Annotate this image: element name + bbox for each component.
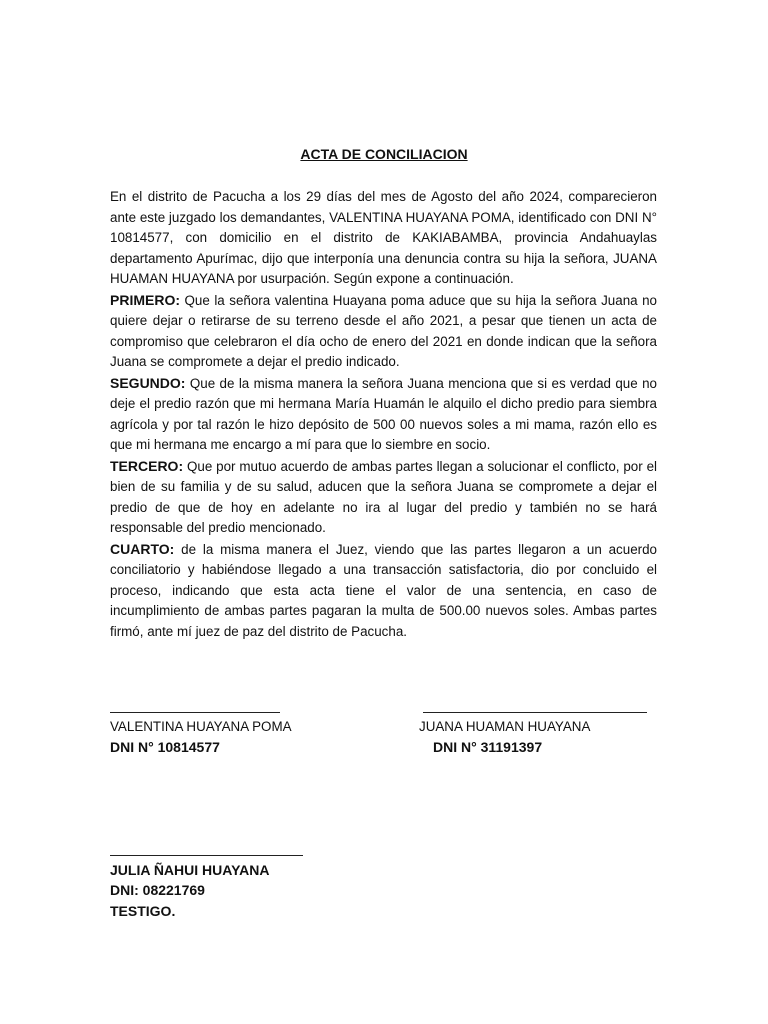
signature-name-left: VALENTINA HUAYANA POMA: [110, 719, 292, 734]
clause-label: PRIMERO:: [110, 291, 180, 308]
document-title: ACTA DE CONCILIACION: [300, 146, 468, 162]
clause-label: SEGUNDO:: [110, 374, 186, 391]
witness-dni: DNI: 08221769: [110, 882, 205, 898]
witness-role: TESTIGO.: [110, 903, 176, 919]
clause-text: de la misma manera el Juez, viendo que las partes llegaron a un acuerdo conciliatorio y habiéndose llegado a una transacción satisfactoria, dio por concluido el proceso, indicando que esta acta tiene el valor de una sentencia, en caso de incumplimiento de ambas partes pagaran la multa de 500.00 nuevos soles. Ambas partes firmó, ante mí juez de paz del distrito de Pacucha.: [110, 541, 657, 639]
clause-label: CUARTO:: [110, 540, 175, 557]
clause-tercero: [110, 456, 657, 539]
signature-line-witness: [110, 855, 303, 856]
signature-line-left: [110, 712, 280, 713]
signature-dni-left: DNI N° 10814577: [110, 739, 220, 755]
clause-segundo: [110, 373, 657, 456]
intro-paragraph: En el distrito de Pacucha a los 29 días del mes de Agosto del año 2024, comparecieron ante este juzgado los demandantes, VALENTINA HUAYANA POMA, identificado con DNI N° 10814577, con domicilio en el distrito de KAKIABAMBA, provincia Andahuaylas departamento Apurímac, dijo que interponía una denuncia contra su hija la señora, JUANA HUAMAN HUAYANA por usurpación. Según expone a continuación.: [110, 189, 657, 286]
signature-line-right: [423, 712, 647, 713]
clause-text: Que de la misma manera la señora Juana menciona que si es verdad que no deje el predio razón que mi hermana María Huamán le alquilo el dicho predio para siembra agrícola y por tal razón le hizo depósito de 500 00 nuevos soles a mi mama, razón ello es que mi hermana me encargo a mí para que lo siembre en socio.: [110, 375, 657, 452]
signature-dni-right: DNI N° 31191397: [433, 739, 543, 755]
clause-cuarto: [110, 539, 657, 643]
clause-primero: [110, 290, 657, 373]
witness-name: JULIA ÑAHUI HUAYANA: [110, 862, 270, 878]
signature-name-right: JUANA HUAMAN HUAYANA: [419, 719, 591, 734]
clause-label: TERCERO:: [110, 457, 184, 474]
clause-text: Que la señora valentina Huayana poma aduce que su hija la señora Juana no quiere dejar o retirarse de su terreno desde el año 2021, a pesar que tienen un acta de compromiso que celebraron el día ocho de enero del 2021 en donde indican que la señora Juana se compromete a dejar el predio indicado.: [110, 292, 657, 369]
clause-text: Que por mutuo acuerdo de ambas partes llegan a solucionar el conflicto, por el bien de su familia y de su salud, aducen que la señora Juana se compromete a dejar el predio de que de hoy en adelante no ira al lugar del predio y también no se hará responsable del predio mencionado.: [110, 458, 657, 535]
document-body: [110, 187, 657, 642]
